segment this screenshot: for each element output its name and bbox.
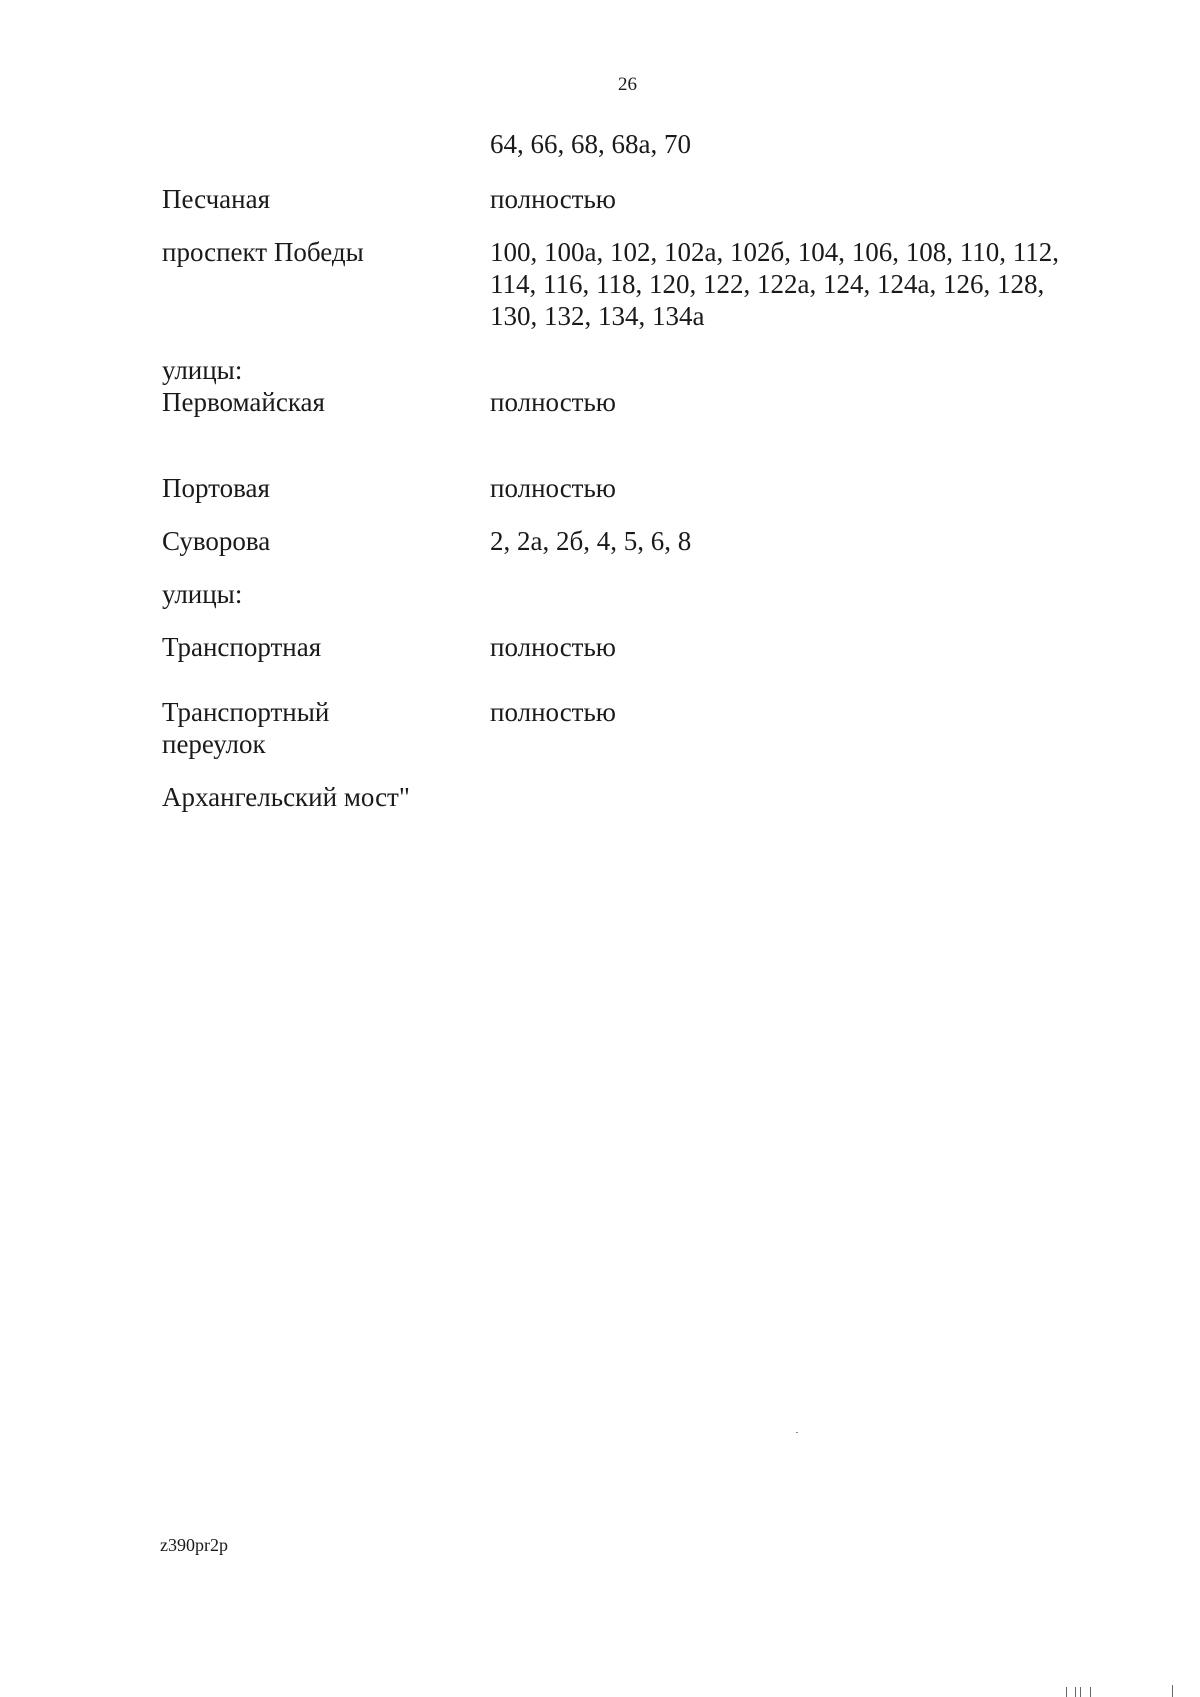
house-numbers: полностью bbox=[490, 387, 616, 417]
house-numbers: 64, 66, 68, 68а, 70 bbox=[490, 129, 691, 159]
scan-mark bbox=[1172, 1685, 1173, 1697]
page-number: 26 bbox=[618, 74, 637, 95]
scan-mark bbox=[1066, 1687, 1067, 1697]
street-label: Архангельский мост" bbox=[162, 782, 410, 812]
street-label: Транспортный переулок bbox=[162, 697, 330, 759]
street-label: Транспортная bbox=[162, 632, 322, 662]
street-label: проспект Победы bbox=[162, 237, 364, 267]
footer-code: z390pr2p bbox=[160, 1535, 228, 1555]
house-numbers: полностью bbox=[490, 632, 616, 662]
street-label: улицы: bbox=[162, 579, 243, 609]
scan-mark bbox=[1075, 1687, 1076, 1697]
street-label: Портовая bbox=[162, 473, 270, 503]
street-label: Песчаная bbox=[162, 184, 271, 214]
scan-mark bbox=[1080, 1687, 1081, 1697]
house-numbers: полностью bbox=[490, 697, 616, 727]
street-label: улицы: Первомайская bbox=[162, 355, 325, 417]
house-numbers: 100, 100а, 102, 102а, 102б, 104, 106, 108, 110, 112, 114, 116, 118, 120, 122, 122а, 124, 124а, 126, 128, 130, 132, 134, 134а bbox=[490, 237, 1059, 331]
scan-mark bbox=[1090, 1687, 1091, 1697]
house-numbers: полностью bbox=[490, 473, 616, 503]
scan-speck bbox=[796, 1432, 798, 1433]
house-numbers: 2, 2а, 2б, 4, 5, 6, 8 bbox=[490, 526, 692, 556]
house-numbers: полностью bbox=[490, 184, 616, 214]
street-label: Суворова bbox=[162, 526, 271, 556]
